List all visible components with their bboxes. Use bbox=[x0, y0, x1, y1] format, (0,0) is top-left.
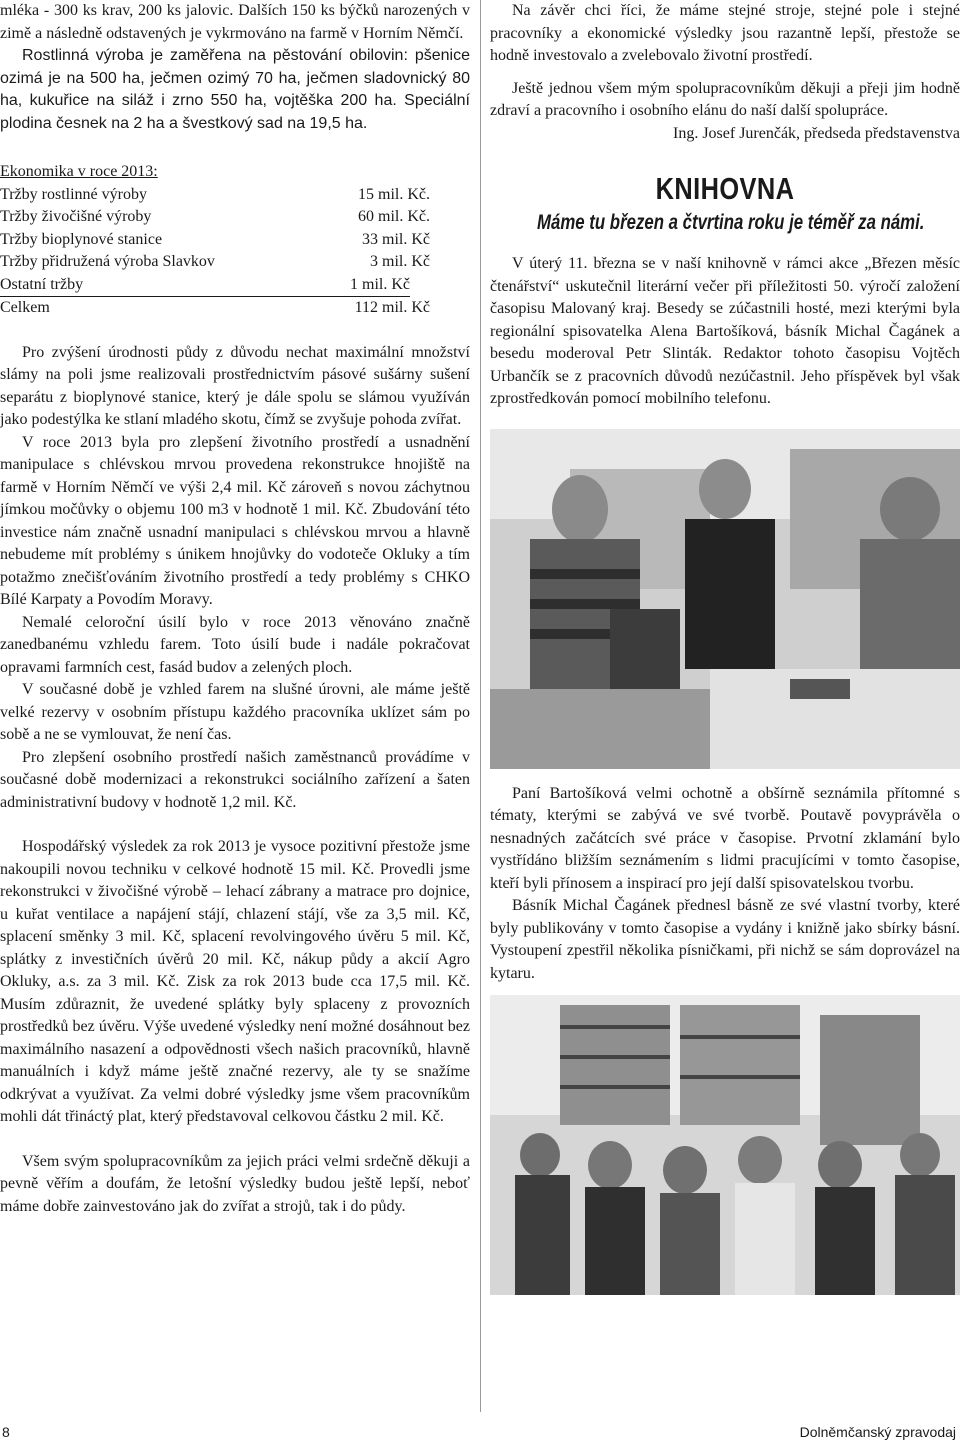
paragraph: V roce 2013 byla pro zlepšení životního prostředí a usnadnění manipulace s chlévskou mrvou provedena rekonstrukce hnojiště na farmě v Horním Němčí ve výši 2,4 mil. Kč zároveň s novou záchytnou jímkou močůvky o objemu 100 m3 v hodnotě 1 mil. Kč. Zbudování této investice nám značně usnadní manipulaci s chlévskou mrvou a hlavně nebudeme mít problémy s únikem hnojůvky do vodoteče Okluky a tím potažmo znečišťováním životního prostředí a tedy problémy s CHKO Bílé Karpaty a Povodím Moravy. bbox=[0, 433, 470, 608]
photo-audience bbox=[490, 995, 960, 1295]
economics-label: Tržby přidružená výroba Slavkov bbox=[0, 253, 215, 270]
economics-value: 60 mil. Kč. bbox=[358, 208, 430, 225]
paragraph: Paní Bartošíková velmi ochotně a obšírně seznámila přítomné s tématy, kterými se zabývá ve své tvorbě. Poutavě povyprávěla o nesnadných začátcích své práce v časopise. Prvotní zklamání bylo vystřídáno bližším seznámením s lidmi pracujícími v tomto časopise, kteří byli přínosem a inspirací pro její další spisovatelskou tvorbu. bbox=[490, 784, 960, 892]
economics-value: 33 mil. Kč bbox=[362, 230, 430, 248]
economics-row bbox=[0, 274, 410, 298]
spacer bbox=[490, 769, 960, 783]
economics-row bbox=[0, 184, 470, 207]
economics-value: 1 mil. Kč bbox=[350, 275, 410, 293]
economics-label: Celkem bbox=[0, 299, 50, 316]
paragraph: Všem svým spolupracovníkům za jejich práci velmi srdečně děkuji a pevně věřím a doufám, že letošní výsledky budou ještě lepší, neboť máme dobře zainvestováno jak do zvířat a strojů, tak i do půdy. bbox=[0, 1152, 470, 1215]
economics-row bbox=[0, 251, 470, 274]
section-title: KNIHOVNA bbox=[655, 171, 795, 206]
section-subtitle: Máme tu březen a čtvrtina roku je téměř za námi. bbox=[537, 211, 925, 234]
paragraph: mléka - 300 ks krav, 200 ks jalovic. Dalších 150 ks býčků narozených v zimě a následně odstavených je vykrmováno na farmě v Horním Němčí. bbox=[0, 2, 470, 42]
economics-row bbox=[0, 206, 470, 229]
signature: Ing. Josef Jurenčák, předseda představenstva bbox=[672, 124, 960, 142]
paragraph: Pro zlepšení osobního prostředí našich zaměstnanců provádíme v současné době modernizaci a rekonstrukci sociálního zařízení a šaten administrativní budovy v hodnotě 1,2 mil. Kč. bbox=[0, 748, 470, 811]
spacer bbox=[490, 68, 960, 78]
economics-label: Ostatní tržby bbox=[0, 275, 84, 293]
page-footer bbox=[0, 1418, 960, 1447]
left-column bbox=[0, 0, 470, 1218]
economics-caption: Ekonomika v roce 2013: bbox=[0, 163, 158, 180]
page-number: 8 bbox=[2, 1424, 10, 1440]
paragraph: V úterý 11. března se v naší knihovně v rámci akce „Březen měsíc čtenářství“ uskutečnil literární večer při příležitosti 50. výročí založení časopisu Malovaný kraj. Besedy se zúčastnili hosté, mezi kterými byla regionální spisovatelka Alena Bartošíková, básník Michal Čagánek a besedu moderoval Petr Slinták. Redaktor tohoto časopisu Vojtěch Urbančík se z pracovních důvodů nezúčastnil. Jeho příspěvek byl však zprostředkován pomocí mobilního telefonu. bbox=[490, 255, 960, 407]
economics-row bbox=[0, 229, 470, 252]
economics-table bbox=[0, 161, 470, 320]
paragraph: V současné době je vzhled farem na slušné úrovni, ale máme ještě velké rezervy v osobním přístupu každého pracovníka uklízet sám po sobě a ne se vymlouvat, že není čas. bbox=[0, 681, 470, 743]
paragraph: Na závěr chci říci, že máme stejné stroje, stejné pole i stejné pracovníky a ekonomické výsledky jsou razantně lepší, přestože se hodně investovalo a zvelebovalo životní prostředí. bbox=[490, 2, 960, 64]
spacer bbox=[0, 320, 470, 342]
right-column bbox=[490, 0, 960, 1295]
spacer bbox=[490, 235, 960, 253]
economics-value: 15 mil. Kč. bbox=[358, 185, 430, 203]
economics-value: 3 mil. Kč bbox=[370, 253, 430, 270]
paragraph: Básník Michal Čagánek přednesl básně ze své vlastní tvorby, které byly publikovány v tomto časopise a vydány i knižně jako sbírky básní. Vystoupení zpestřil několika písničkami, při nichž se sám doprovázel na kytaru. bbox=[490, 897, 960, 982]
economics-value: 112 mil. Kč bbox=[354, 299, 430, 316]
economics-label: Tržby rostlinné výroby bbox=[0, 185, 147, 203]
paragraph: Nemalé celoroční úsilí bylo v roce 2013 věnováno značně zanedbanému vzhledu farem. Toto úsilí bude i nadále pokračovat opravami farmních cest, fasád budov a zelených ploch. bbox=[0, 613, 470, 676]
paragraph: Hospodářský výsledek za rok 2013 je vysoce pozitivní přestože jsme nakoupili novou techniku v celkové hodnotě 15 mil. Kč. Provedli jsme rekonstrukci v živočišné výrobě – lehací zábrany a matrace pro dojnice, u kuřat ventilace a napájení stájí, chlazení stájí, vše za 3,5 mil. Kč, splacení směnky 3 mil. Kč, splacení revolvingového úvěru 5 mil. Kč, splátky z investičních úvěrů 20 mil. Kč, nákup půdy a akcií Agro Okluky, a.s. za 3 mil. Kč. Zisk za rok 2013 bude cca 17,5 mil. Kč. Musím zdůraznit, že uvedené splátky byly splaceny z provozních prostředků bez úvěru. Výše uvedené výsledky není možné dosáhnout bez maximálního nasazení a odpovědnosti všech našich pracovníků, hlavně manuálních i když máme ještě značné rezervy, ale ty se snažíme odkrývat a využívat. Za velmi dobré výsledky jsme všem pracovníkům mohli dát třináctý plat, který představoval celkovou částku 2 mil. Kč. bbox=[0, 838, 470, 1125]
spacer bbox=[0, 814, 470, 836]
paragraph: Ještě jednou všem mým spolupracovníkům děkuji a přeji jim hodně zdraví a pracovního i osobního elánu do naší další spolupráce. bbox=[490, 79, 960, 119]
paragraph-plant-production: Rostlinná výroba je zaměřena na pěstování obilovin: pšenice ozimá je na 500 ha, ječmen ozimý 70 ha, ječmen sladovnický 80 ha, kukuřice na siláž i zrno 550 ha, vojtěška 200 ha. Speciální plodina česnek na 2 ha a švestkový sad na 19,5 ha. bbox=[0, 47, 470, 132]
economics-label: Tržby živočišné výroby bbox=[0, 208, 152, 225]
economics-total-row bbox=[0, 297, 470, 320]
photo-guests bbox=[490, 429, 960, 769]
paragraph: Pro zvýšení úrodnosti půdy z důvodu nechat maximální množství slámy na poli jsme realizovali prostřednictvím pásové sušárny sušení separátu z bioplynové stanice, který je dále spolu se slámou využíván jako podestýlka ke stlaní mladého skotu, čímž se zvyšuje pohoda zvířat. bbox=[0, 343, 470, 428]
economics-label: Tržby bioplynové stanice bbox=[0, 230, 163, 248]
magazine-name: Dolněmčanský zpravodaj bbox=[799, 1424, 956, 1440]
spacer bbox=[0, 1129, 470, 1151]
column-divider bbox=[480, 0, 481, 1412]
